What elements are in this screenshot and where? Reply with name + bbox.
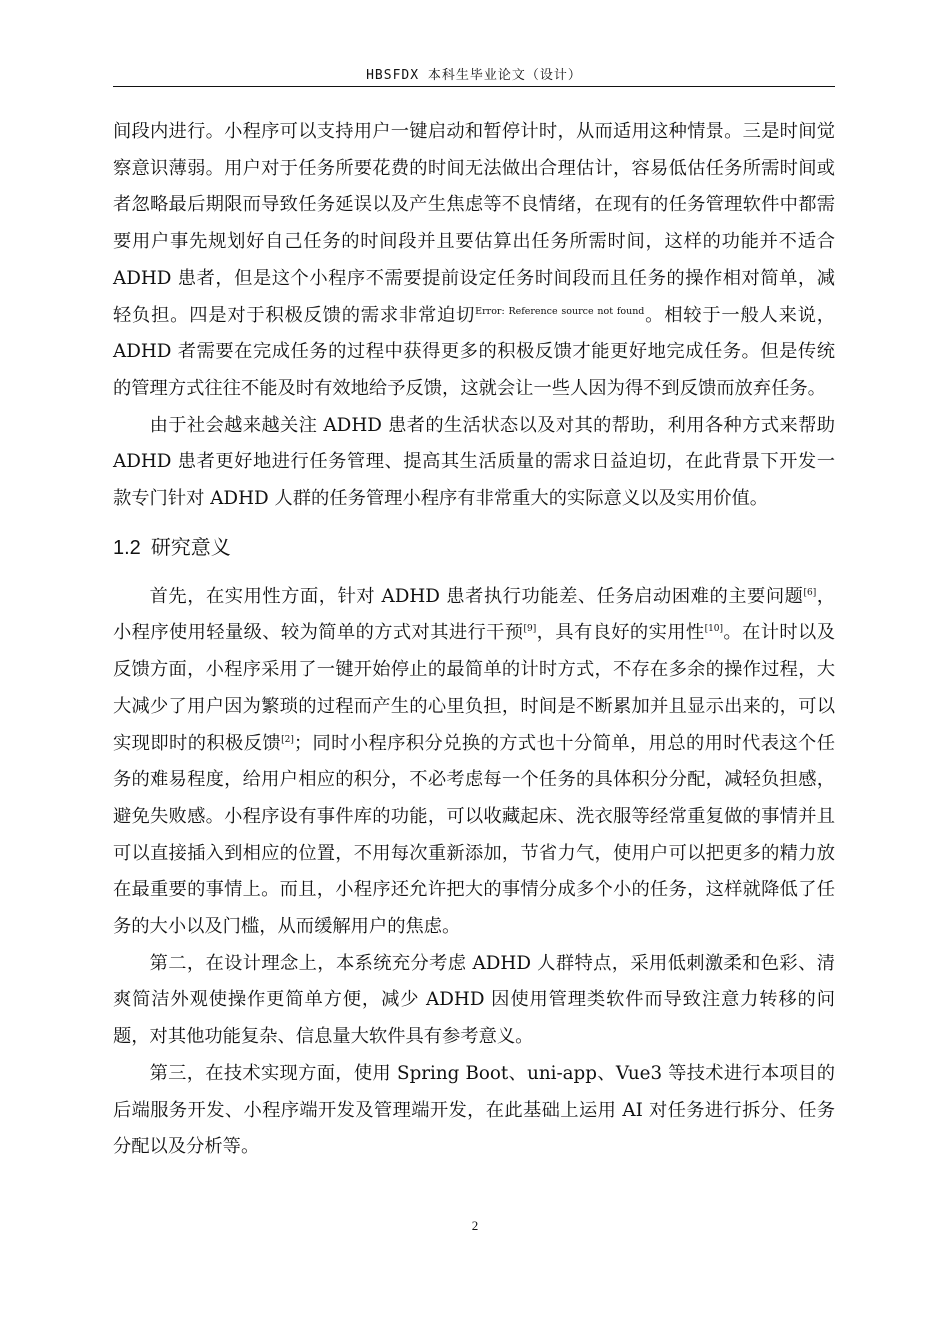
paragraph-continued <box>113 114 835 408</box>
paragraph-text: 首先，在实用性方面，针对 ADHD 患者执行功能差、任务启动困难的主要问题 <box>149 585 804 607</box>
citation: [10] <box>704 624 724 635</box>
citation: [2] <box>281 734 294 745</box>
citation: [9] <box>523 624 537 635</box>
page-number: 2 <box>471 1218 479 1233</box>
paragraph-text: ；同时小程序积分兑换的方式也十分简单，用总的用时代表这个任务的难易程度，给用户相应的积分，不必考虑每一个任务的具体积分分配，减轻负担感，避免失败感。小程序设有事件库的功能，可以收藏起床、洗衣服等经常重复做的事情并且可以直接插入到相应的位置，不用每次重新添加，节省力气，使用户可以把更多的精力放在最重要的事情上。而且，小程序还允许把大的事情分成多个小的任务，这样就降低了任务的大小以及门槛，从而缓解用户的焦虑。 <box>113 732 836 938</box>
section-title: 研究意义 <box>150 534 231 559</box>
running-header: HBSFDX 本科生毕业论文（设计） <box>366 68 582 83</box>
body-text <box>113 114 835 1166</box>
paragraph: 第二，在设计理念上，本系统充分考虑 ADHD 人群特点，采用低刺激柔和色彩、清爽简洁外观使操作更简单方便，减少 ADHD 因使用管理类软件而导致注意力转移的问题，对其他功能复杂、信息量大软件具有参考意义。 <box>113 952 835 1048</box>
section-number: 1.2 <box>113 536 141 559</box>
paragraph-text: 。在计时以及反馈方面，小程序采用了一键开始停止的最简单的计时方式，不存在多余的操作过程，大大减少了用户因为繁琐的过程而产生的心里负担，时间是不断累加并且显示出来的，可以实现即时的积极反馈 <box>113 622 836 754</box>
header-rule <box>113 86 835 87</box>
paragraph: 由于社会越来越关注 ADHD 患者的生活状态以及对其的帮助，利用各种方式来帮助 ADHD 患者更好地进行任务管理、提高其生活质量的需求日益迫切，在此背景下开发一款专门针对 ADHD 人群的任务管理小程序有非常重大的实际意义以及实用价值。 <box>113 414 835 510</box>
paragraph-text: ，小程序使用轻量级、较为简单的方式对其进行干预 <box>113 585 836 644</box>
paragraph: 第三，在技术实现方面，使用 Spring Boot、uni-app、Vue3 等技术进行本项目的后端服务开发、小程序端开发及管理端开发，在此基础上运用 AI 对任务进行拆分、任务分配以及分析等。 <box>113 1062 835 1158</box>
reference-error: Error: Reference source not found <box>475 305 645 317</box>
paragraph-text: 。相较于一般人来说，ADHD 者需要在完成任务的过程中获得更多的积极反馈才能更好地完成任务。但是传统的管理方式往往不能及时有效地给予反馈，这就会让一些人因为得不到反馈而放弃任务。 <box>113 304 836 399</box>
paragraph <box>113 579 835 946</box>
paragraph-text: ，具有良好的实用性 <box>536 622 705 644</box>
paragraph-text: 间段内进行。小程序可以支持用户一键启动和暂停计时，从而适用这种情景。三是时间觉察意识薄弱。用户对于任务所要花费的时间无法做出合理估计，容易低估任务所需时间或者忽略最后期限而导致任务延误以及产生焦虑等不良情绪，在现有的任务管理软件中都需要用户事先规划好自己任务的时间段并且要估算出任务所需时间，这样的功能并不适合 ADHD 患者，但是这个小程序不需要提前设定任务时间段而且任务的操作相对简单，减轻负担。四是对于积极反馈的需求非常迫切 <box>113 121 835 326</box>
section-heading <box>113 524 835 571</box>
citation: [6] <box>803 587 817 598</box>
